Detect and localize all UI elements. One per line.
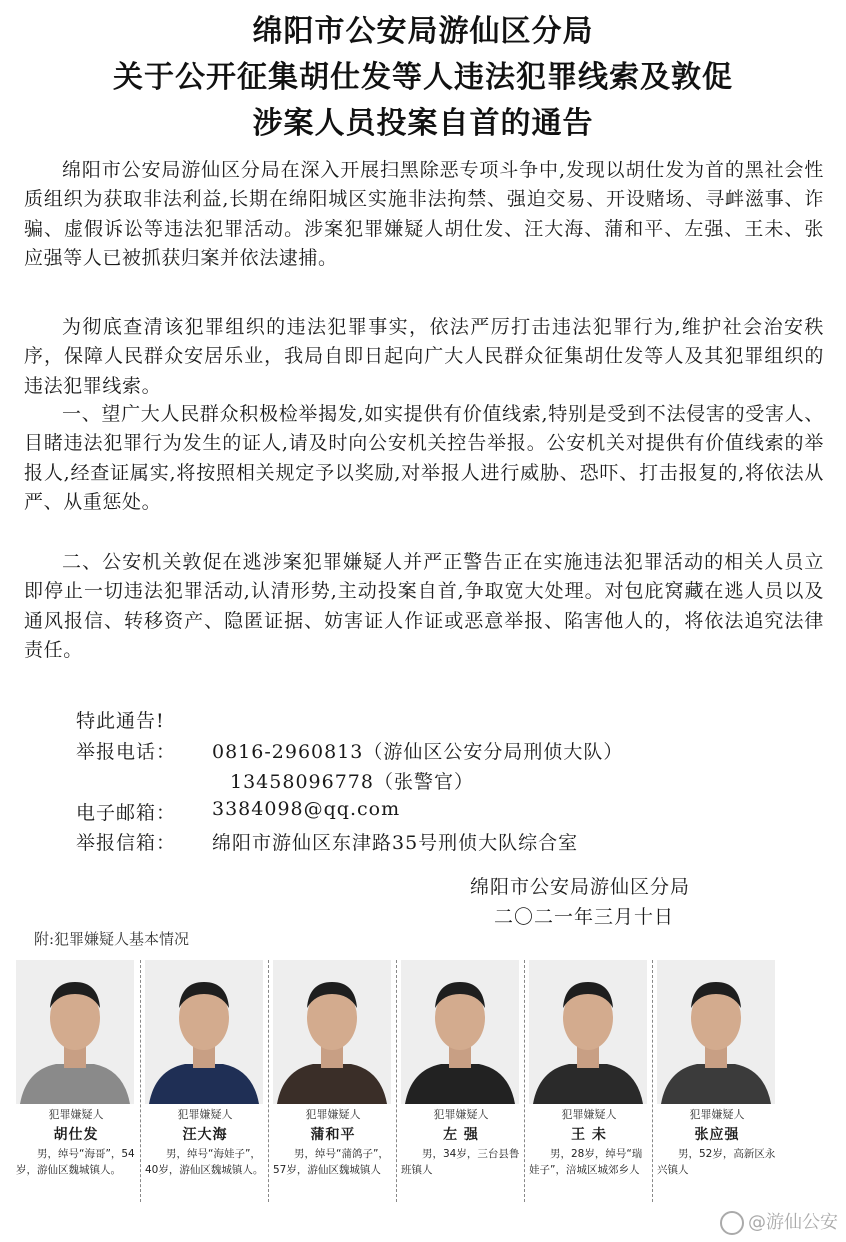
closing-notice: 特此通告! <box>76 710 165 732</box>
suspect-card <box>396 960 525 1202</box>
phone-label: 举报电话： <box>76 741 177 763</box>
suspect-name: 王 未 <box>571 1127 607 1143</box>
suspect-name: 蒲和平 <box>310 1127 356 1143</box>
suspect-photo <box>16 960 134 1104</box>
suspect-description: 男，28岁，绰号“瑞娃子”，涪城区城郊乡人 <box>529 1148 643 1176</box>
suspect-name: 汪大海 <box>182 1127 228 1143</box>
paragraph-clause-1: 一、望广大人民群众积极检举揭发,如实提供有价值线索,特别是受到不法侵害的受害人、目睹违法犯罪行为发生的证人,请及时向公安机关控告举报。公安机关对提供有价值线索的举报人,经查证属实,将按照相关规定予以奖励,对举报人进行威胁、恐吓、打击报复的,将依法从严、从重惩处。 <box>24 403 824 513</box>
suspect-description: 男，绰号“海娃子”，40岁，游仙区魏城镇人。 <box>145 1148 264 1176</box>
phone-number-2: 13458096778（张警官） <box>230 771 474 793</box>
suspect-card <box>268 960 397 1202</box>
signature-org: 绵阳市公安局游仙区分局 <box>470 876 691 898</box>
notice-title-line-1: 绵阳市公安局游仙区分局 <box>252 14 594 49</box>
suspect-description: 男，绰号“海哥”，54岁，游仙区魏城镇人。 <box>16 1148 135 1176</box>
weibo-watermark <box>720 1208 838 1235</box>
notice-title-line-3: 涉案人员投案自首的通告 <box>252 106 594 141</box>
suspect-description: 男，绰号“蒲鸽子”，57岁，游仙区魏城镇人 <box>273 1148 389 1176</box>
phone-number-1: 0816-2960813（游仙区公安分局刑侦大队） <box>212 741 624 763</box>
suspect-card <box>140 960 269 1202</box>
paragraph-clause-2: 二、公安机关敦促在逃涉案犯罪嫌疑人并严正警告正在实施违法犯罪活动的相关人员立即停止一切违法犯罪活动,认清形势,主动投案自首,争取宽大处理。对包庇窝藏在逃人员以及通风报信、转移资产、隐匿证据、妨害证人作证或恶意举报、陷害他人的，将依法追究法律责任。 <box>24 551 824 661</box>
suspect-role: 犯罪嫌疑人 <box>177 1108 233 1121</box>
suspect-photo <box>529 960 647 1104</box>
weibo-icon <box>720 1211 744 1235</box>
mailbox-label: 举报信箱： <box>76 832 177 854</box>
notice-title-line-2: 关于公开征集胡仕发等人违法犯罪线索及敦促 <box>113 60 733 95</box>
mailbox-address: 绵阳市游仙区东津路35号刑侦大队综合室 <box>212 832 579 854</box>
suspect-photo <box>273 960 391 1104</box>
suspect-name: 张应强 <box>694 1127 740 1143</box>
suspect-photo <box>145 960 263 1104</box>
suspect-photo <box>401 960 519 1104</box>
suspect-description: 男，34岁，三台县鲁班镇人 <box>401 1148 520 1176</box>
suspect-photo <box>657 960 775 1104</box>
suspect-role: 犯罪嫌疑人 <box>305 1108 361 1121</box>
suspect-role: 犯罪嫌疑人 <box>561 1108 617 1121</box>
email-address: 3384098@qq.com <box>212 798 401 820</box>
watermark-text: @游仙公安 <box>748 1212 838 1233</box>
suspect-card <box>652 960 781 1202</box>
suspect-name: 左 强 <box>443 1127 479 1143</box>
suspect-card <box>524 960 653 1202</box>
suspect-role: 犯罪嫌疑人 <box>48 1108 104 1121</box>
suspect-role: 犯罪嫌疑人 <box>433 1108 489 1121</box>
paragraph-intro: 绵阳市公安局游仙区分局在深入开展扫黑除恶专项斗争中,发现以胡仕发为首的黑社会性质组织为获取非法利益,长期在绵阳城区实施非法拘禁、强迫交易、开设赌场、寻衅滋事、诈骗、虚假诉讼等违法犯罪活动。涉案犯罪嫌疑人胡仕发、汪大海、蒲和平、左强、王未、张应强等人已被抓获归案并依法逮捕。 <box>24 159 824 269</box>
suspect-name: 胡仕发 <box>53 1127 99 1143</box>
signature-date: 二〇二一年三月十日 <box>494 906 675 928</box>
suspect-description: 男，52岁，高新区永兴镇人 <box>657 1148 776 1176</box>
suspect-role: 犯罪嫌疑人 <box>689 1108 745 1121</box>
email-label: 电子邮箱： <box>76 802 177 824</box>
suspect-gallery <box>12 960 780 1202</box>
paragraph-purpose: 为彻底查清该犯罪组织的违法犯罪事实，依法严厉打击违法犯罪行为,维护社会治安秩序，保障人民群众安居乐业，我局自即日起向广大人民群众征集胡仕发等人及其犯罪组织的违法犯罪线索。 <box>24 316 824 397</box>
suspect-card <box>12 960 140 1202</box>
annex-title: 附:犯罪嫌疑人基本情况 <box>34 930 190 948</box>
